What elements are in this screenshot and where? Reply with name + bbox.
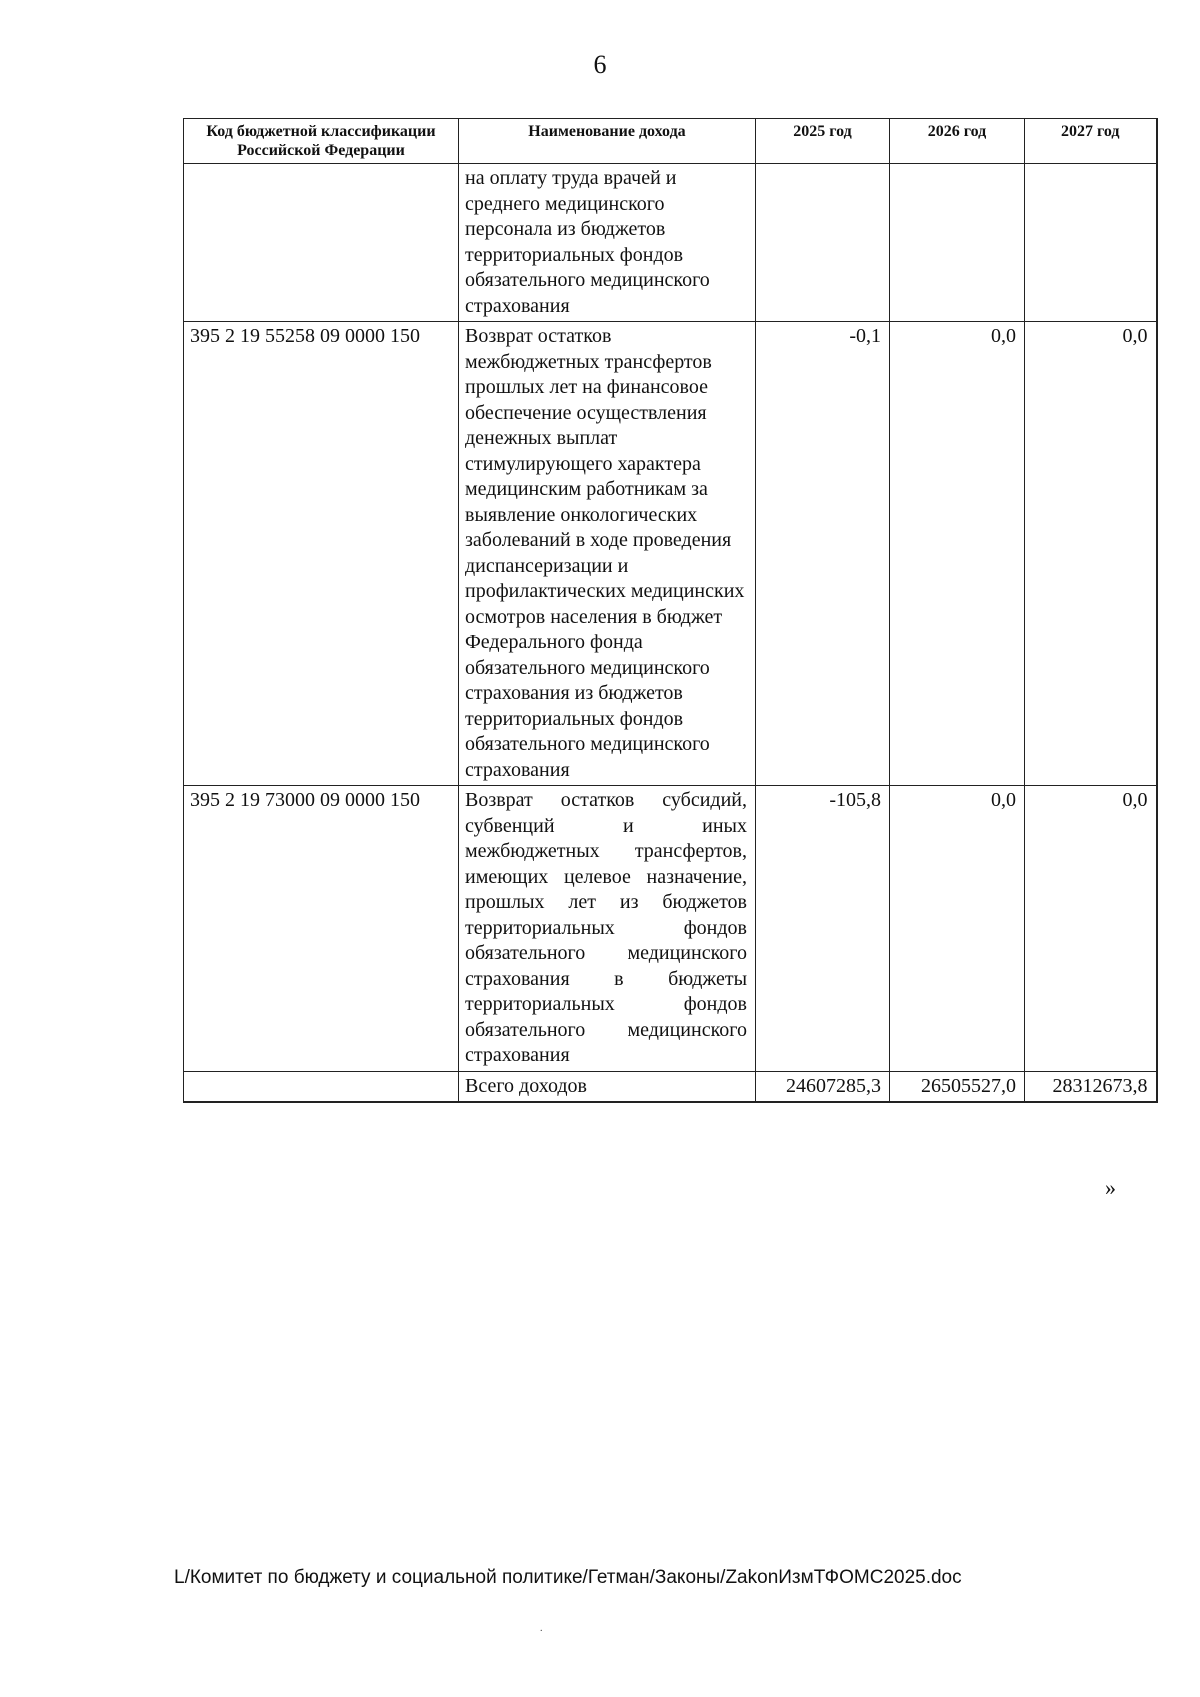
- row-name: Возврат остатков субсидий, субвенций и иных межбюджетных трансфертов, имеющих целевое назначение, прошлых лет из бюджетов территориальных фондов обязательного медицинского страхования в бюджеты территориальных фондов обязательного медицинского страхования: [459, 786, 756, 1072]
- total-value-2026: 26505527,0: [890, 1071, 1025, 1102]
- row-name: на оплату труда врачей и среднего медицинского персонала из бюджетов территориальных фондов обязательного медицинского страхования: [459, 164, 756, 322]
- header-2026: 2026 год: [890, 119, 1025, 164]
- page-mark: .: [540, 1623, 543, 1634]
- row-code: 395 2 19 73000 09 0000 150: [184, 786, 459, 1072]
- row-name: Возврат остатков межбюджетных трансфертов прошлых лет на финансовое обеспечение осуществления денежных выплат стимулирующего характера медицинским работникам за выявление онкологических заболеваний в ходе проведения диспансеризации и профилактических медицинских осмотров населения в бюджет Федерального фонда обязательного медицинского страхования из бюджетов территориальных фондов обязательного медицинского страхования: [459, 322, 756, 786]
- table-row: [184, 164, 1157, 322]
- total-value-2027: 28312673,8: [1025, 1071, 1157, 1102]
- row-value-2026: 0,0: [890, 322, 1025, 786]
- row-value-2027: [1025, 164, 1157, 322]
- row-value-2027: 0,0: [1025, 322, 1157, 786]
- header-2027: 2027 год: [1025, 119, 1157, 164]
- header-code: Код бюджетной классификации Российской Федерации: [184, 119, 459, 164]
- row-value-2025: [756, 164, 890, 322]
- total-label: Всего доходов: [459, 1071, 756, 1102]
- total-row: [184, 1071, 1157, 1102]
- income-table: [183, 118, 1158, 1103]
- row-value-2025: -0,1: [756, 322, 890, 786]
- closing-quote: »: [1105, 1175, 1116, 1200]
- row-value-2027: 0,0: [1025, 786, 1157, 1072]
- total-value-2025: 24607285,3: [756, 1071, 890, 1102]
- row-value-2026: [890, 164, 1025, 322]
- table-row: [184, 322, 1157, 786]
- row-code: 395 2 19 55258 09 0000 150: [184, 322, 459, 786]
- header-2025: 2025 год: [756, 119, 890, 164]
- table-row: [184, 786, 1157, 1072]
- row-value-2025: -105,8: [756, 786, 890, 1072]
- header-name: Наименование дохода: [459, 119, 756, 164]
- page-number: 6: [593, 50, 607, 79]
- row-value-2026: 0,0: [890, 786, 1025, 1072]
- footer-file-path: L/Комитет по бюджету и социальной политике/Гетман/Законы/ZakonИзмТФОМС2025.doc: [174, 1567, 962, 1588]
- row-code: [184, 164, 459, 322]
- table-header-row: [184, 119, 1157, 164]
- total-code: [184, 1071, 459, 1102]
